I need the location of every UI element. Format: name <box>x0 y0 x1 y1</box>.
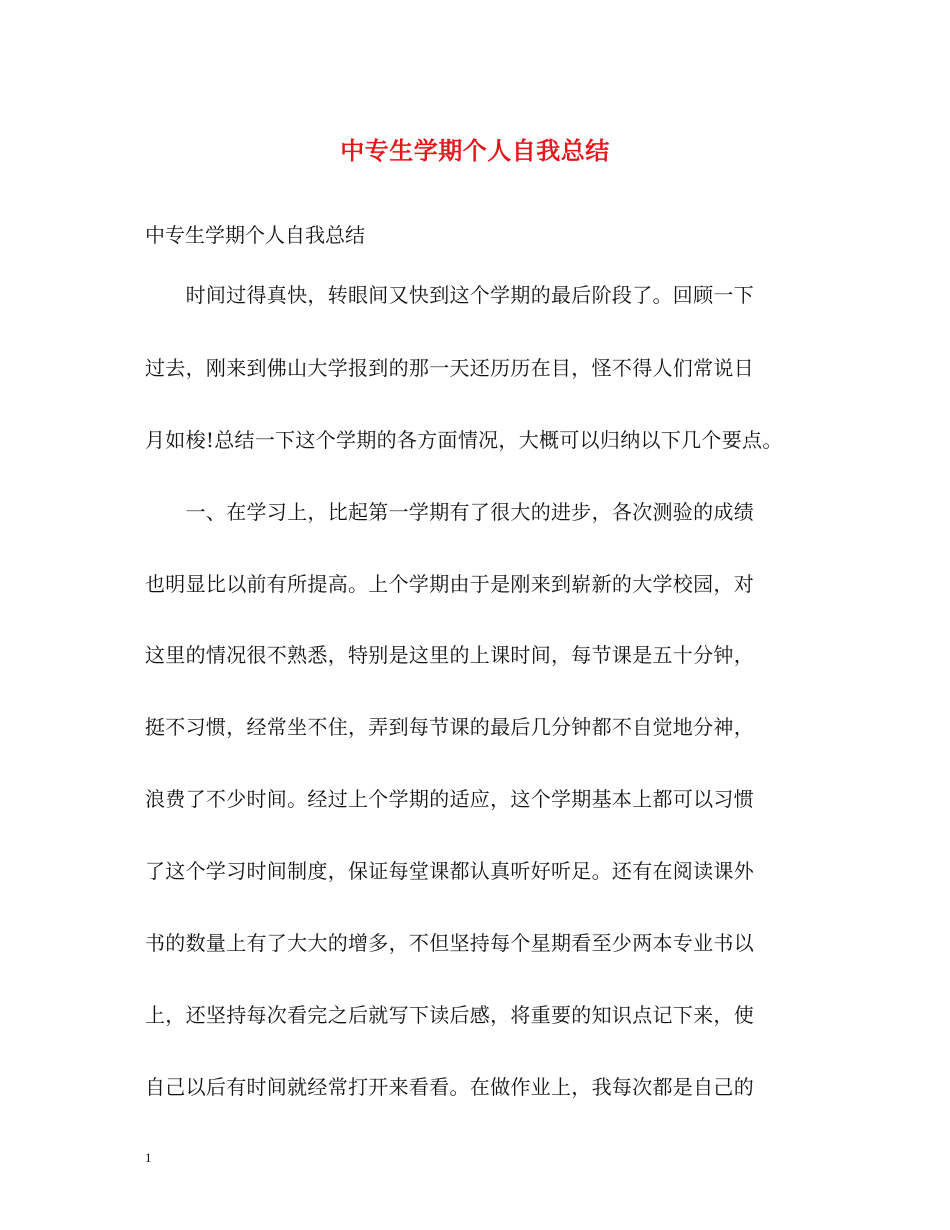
paragraph-line: 过去，刚来到佛山大学报到的那一天还历历在目，怪不得人们常说日 <box>145 356 754 380</box>
paragraph-line: 这里的情况很不熟悉，特别是这里的上课时间，每节课是五十分钟， <box>145 643 754 667</box>
paragraph-line: 书的数量上有了大大的增多，不但坚持每个星期看至少两本专业书以 <box>145 931 754 955</box>
paragraph-line: 也明显比以前有所提高。上个学期由于是刚来到崭新的大学校园，对 <box>145 572 754 596</box>
paragraph-line: 浪费了不少时间。经过上个学期的适应，这个学期基本上都可以习惯 <box>145 787 754 811</box>
paragraph-line: 自己以后有时间就经常打开来看看。在做作业上，我每次都是自己的 <box>145 1075 754 1099</box>
paragraph-line: 一、在学习上，比起第一学期有了很大的进步，各次测验的成绩 <box>145 500 754 524</box>
paragraph-line: 了这个学习时间制度，保证每堂课都认真听好听足。还有在阅读课外 <box>145 859 754 883</box>
paragraph-line: 上，还坚持每次看完之后就写下读后感，将重要的知识点记下来，使 <box>145 1003 754 1027</box>
document-subtitle: 中专生学期个人自我总结 <box>145 223 365 247</box>
document-title: 中专生学期个人自我总结 <box>340 136 610 165</box>
paragraph-line: 挺不习惯，经常坐不住，弄到每节课的最后几分钟都不自觉地分神， <box>145 715 754 739</box>
page-number: 1 <box>145 1150 152 1165</box>
paragraph-line: 月如梭!总结一下这个学期的各方面情况，大概可以归纳以下几个要点。 <box>145 428 783 452</box>
paragraph-line: 时间过得真快，转眼间又快到这个学期的最后阶段了。回顾一下 <box>145 283 754 307</box>
